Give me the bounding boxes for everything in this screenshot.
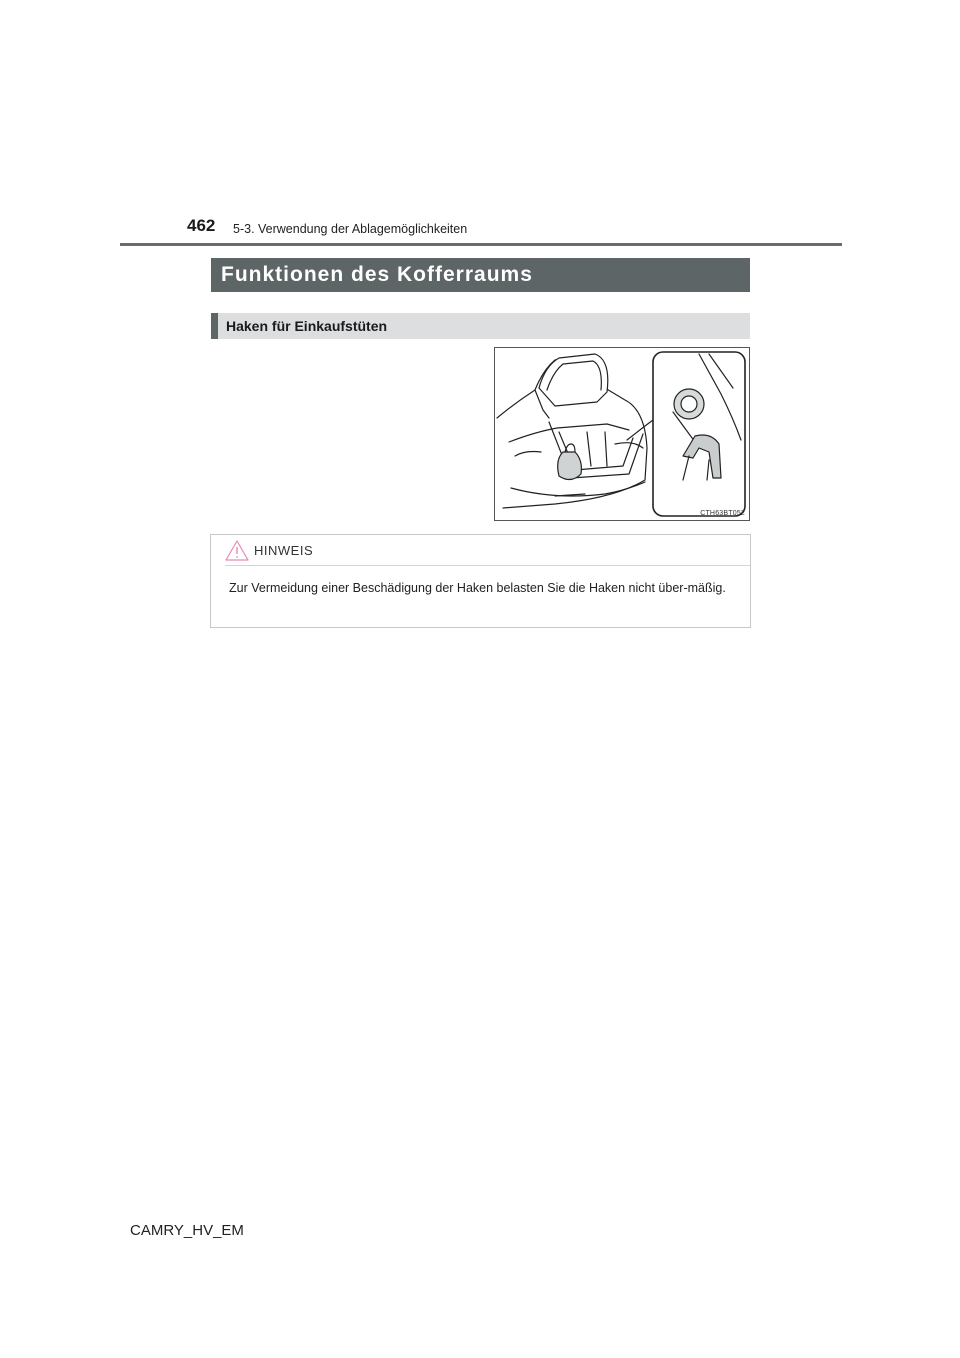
section-title: Funktionen des Kofferraums <box>211 258 750 292</box>
notice-box <box>210 534 751 628</box>
warning-triangle-icon <box>225 540 249 561</box>
subsection-title: Haken für Einkaufstüten <box>211 313 750 339</box>
section-path: 5-3. Verwendung der Ablagemöglichkeiten <box>233 222 468 236</box>
header-rule <box>120 243 842 246</box>
trunk-hook-illustration <box>494 347 750 521</box>
footer-code: CAMRY_HV_EM <box>130 1222 244 1239</box>
trunk-drawing <box>495 348 749 520</box>
notice-header <box>225 535 750 566</box>
notice-label: HINWEIS <box>254 543 314 558</box>
figure-code: CTH63BT052 <box>700 510 745 517</box>
page-number: 462 <box>187 216 216 235</box>
notice-text: Zur Vermeidung einer Beschädigung der Haken belasten Sie die Haken nicht über-mäßig. <box>229 581 726 595</box>
